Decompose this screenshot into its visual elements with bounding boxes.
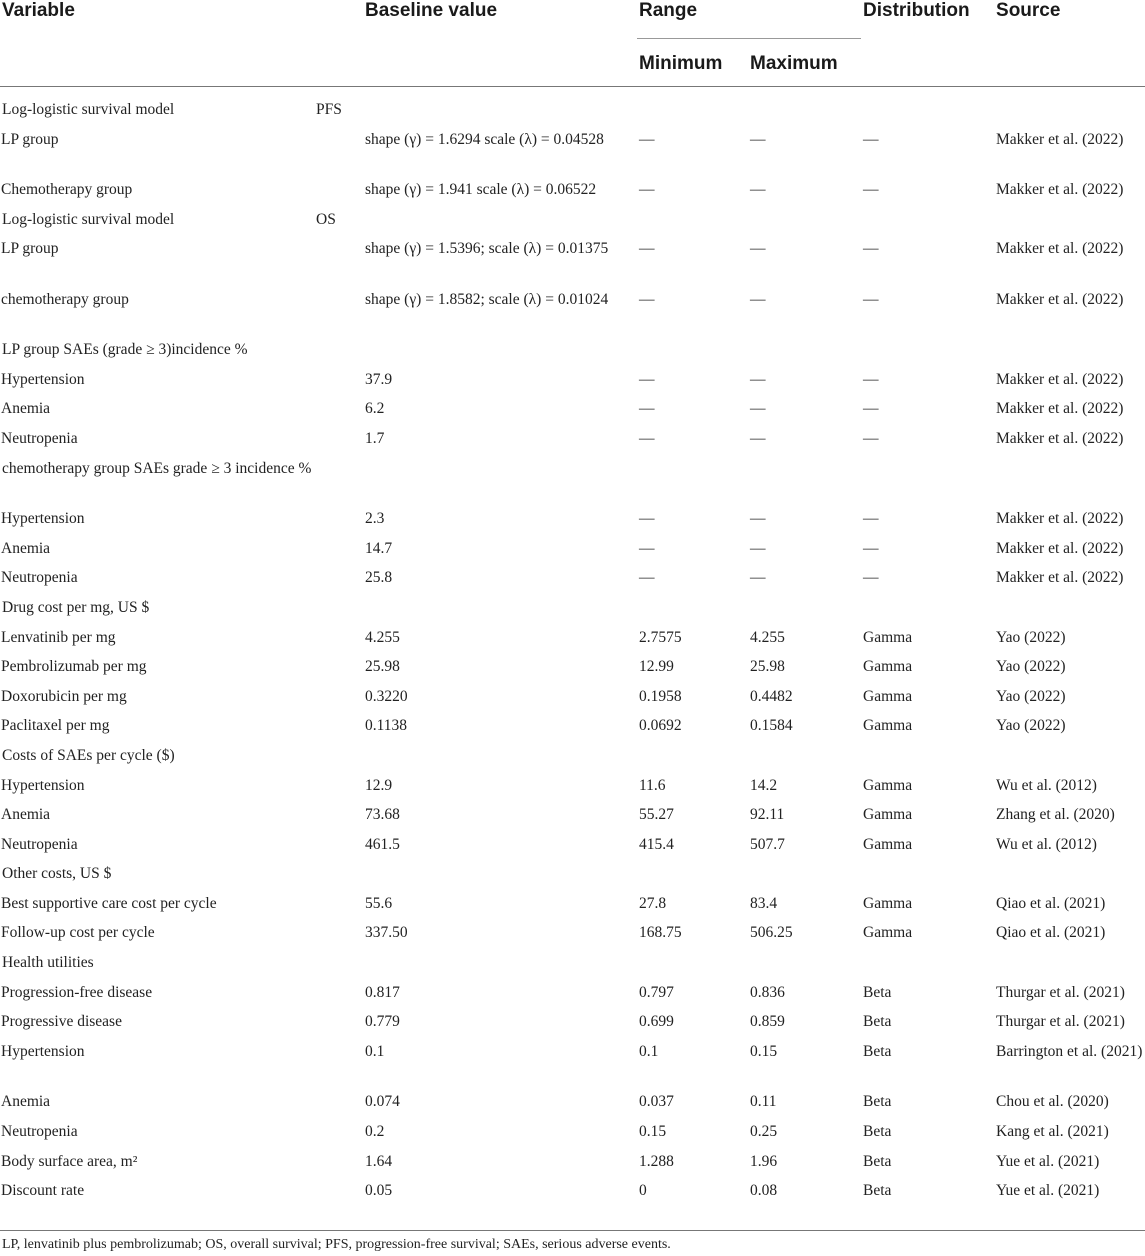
table-row [0,1091,1145,1121]
source-cell: Makker et al. (2022) [996,539,1124,557]
group-row [0,339,1145,369]
table-row [0,1151,1145,1181]
table-row [0,289,1145,340]
distribution-cell: — [863,510,879,528]
source-cell: Makker et al. (2022) [996,569,1124,587]
table-row [0,1011,1145,1041]
source-cell: Yao (2022) [996,628,1066,646]
maximum-cell: 14.2 [750,776,778,794]
minimum-cell: 2.7575 [639,628,682,646]
distribution-cell: — [863,130,879,148]
group-label: Costs of SAEs per cycle ($) [2,746,175,764]
variable-cell: Best supportive care cost per cycle [1,894,217,912]
source-cell: Yao (2022) [996,687,1066,705]
group-label: chemotherapy group SAEs grade ≥ 3 incidence % [2,459,312,477]
table-row [0,804,1145,834]
variable-cell: Paclitaxel per mg [1,717,110,735]
minimum-cell: 12.99 [639,658,674,676]
source-cell: Makker et al. (2022) [996,130,1124,148]
table-row [0,656,1145,686]
group-sublabel: PFS [316,101,342,118]
variable-cell: Body surface area, m² [1,1152,138,1170]
source-cell: Barrington et al. (2021) [996,1042,1143,1060]
baseline-cell: 6.2 [365,400,385,418]
baseline-cell: 37.9 [365,370,393,388]
distribution-cell: Gamma [863,628,913,646]
maximum-cell: 83.4 [750,894,778,912]
table-row [0,179,1145,209]
table-row [0,686,1145,716]
variable-cell: chemotherapy group [1,290,129,308]
source-cell: Wu et al. (2012) [996,835,1097,853]
variable-cell: Discount rate [1,1182,85,1200]
maximum-cell: 506.25 [750,924,793,942]
baseline-cell: 25.8 [365,569,393,587]
distribution-cell: Gamma [863,658,913,676]
maximum-cell: 0.25 [750,1122,778,1140]
distribution-cell: Gamma [863,776,913,794]
baseline-cell: 0.2 [365,1122,385,1140]
variable-cell: Hypertension [1,370,85,388]
source-cell: Makker et al. (2022) [996,510,1124,528]
variable-cell: Progression-free disease [1,983,153,1001]
header-source: Source [996,0,1061,21]
table-row [0,398,1145,428]
group-row [0,952,1145,982]
baseline-cell: 25.98 [365,658,400,676]
baseline-cell: 4.255 [365,628,400,646]
minimum-cell: 0 [639,1182,647,1200]
group-label: Health utilities [2,954,94,972]
table-row [0,715,1145,745]
distribution-cell: — [863,400,879,418]
distribution-cell: — [863,240,879,258]
table-row [0,1041,1145,1092]
maximum-cell: 25.98 [750,658,785,676]
distribution-cell: — [863,290,879,308]
variable-cell: LP group [1,240,59,258]
variable-cell: Anemia [1,400,51,418]
baseline-cell: shape (γ) = 1.5396; scale (λ) = 0.01375 [365,240,609,258]
header-maximum: Maximum [750,53,838,74]
table-bottom-rule [0,1230,1145,1231]
minimum-cell: — [639,569,655,587]
table-header [0,0,1145,87]
source-cell: Makker et al. (2022) [996,181,1124,199]
table-row [0,834,1145,864]
baseline-cell: 1.7 [365,430,385,448]
maximum-cell: 92.11 [750,806,785,824]
minimum-cell: 11.6 [639,776,666,794]
group-row [0,87,1145,129]
minimum-cell: — [639,130,655,148]
minimum-cell: — [639,510,655,528]
group-row [0,745,1145,775]
source-cell: Chou et al. (2020) [996,1093,1109,1111]
table-row [0,129,1145,180]
minimum-cell: 27.8 [639,894,667,912]
variable-cell: Anemia [1,806,51,824]
variable-cell: Progressive disease [1,1013,122,1031]
maximum-cell: — [750,181,766,199]
maximum-cell: 0.859 [750,1013,785,1031]
variable-cell: Doxorubicin per mg [1,687,127,705]
maximum-cell: 0.4482 [750,687,793,705]
maximum-cell: — [750,240,766,258]
maximum-cell: — [750,539,766,557]
distribution-cell: Gamma [863,894,913,912]
table-row [0,775,1145,805]
baseline-cell: 2.3 [365,510,385,528]
source-cell: Yao (2022) [996,658,1066,676]
group-label: Drug cost per mg, US $ [2,598,150,616]
group-row [0,458,1145,509]
minimum-cell: — [639,539,655,557]
table-row [0,1180,1145,1210]
minimum-cell: 415.4 [639,835,674,853]
table-footnote: LP, lenvatinib plus pembrolizumab; OS, overall survival; PFS, progression-free survival; SAEs, serious adverse events. [2,1237,671,1252]
baseline-cell: shape (γ) = 1.941 scale (λ) = 0.06522 [365,181,597,199]
minimum-cell: — [639,181,655,199]
distribution-cell: — [863,539,879,557]
minimum-cell: 0.0692 [639,717,682,735]
variable-cell: LP group [1,130,59,148]
baseline-cell: 12.9 [365,776,393,794]
distribution-cell: Beta [863,1182,892,1200]
minimum-cell: — [639,290,655,308]
variable-cell: Hypertension [1,776,85,794]
baseline-cell: 1.64 [365,1152,393,1170]
distribution-cell: — [863,569,879,587]
distribution-cell: Gamma [863,924,913,942]
source-cell: Qiao et al. (2021) [996,894,1106,912]
distribution-cell: — [863,370,879,388]
minimum-cell: 1.288 [639,1152,674,1170]
distribution-cell: Beta [863,1152,892,1170]
variable-cell: Lenvatinib per mg [1,628,116,646]
header-minimum: Minimum [639,53,723,74]
maximum-cell: 507.7 [750,835,785,853]
table-row [0,982,1145,1012]
distribution-cell: Gamma [863,687,913,705]
variable-cell: Neutropenia [1,569,78,587]
maximum-cell: — [750,400,766,418]
minimum-cell: 0.699 [639,1013,674,1031]
source-cell: Yao (2022) [996,717,1066,735]
minimum-cell: 0.1958 [639,687,682,705]
table-body [0,87,1145,1210]
table-row [0,893,1145,923]
group-label: Log-logistic survival model [2,101,175,118]
table-row [0,922,1145,952]
distribution-cell: Beta [863,983,892,1001]
group-row [0,209,1145,239]
variable-cell: Neutropenia [1,835,78,853]
source-cell: Zhang et al. (2020) [996,806,1115,824]
variable-cell: Follow-up cost per cycle [1,924,155,942]
variable-cell: Neutropenia [1,430,78,448]
maximum-cell: 0.11 [750,1093,777,1111]
minimum-cell: — [639,430,655,448]
minimum-cell: — [639,370,655,388]
minimum-cell: — [639,240,655,258]
baseline-cell: 73.68 [365,806,400,824]
group-label: Other costs, US $ [2,865,112,883]
header-variable: Variable [2,0,75,21]
baseline-cell: 0.1138 [365,717,408,735]
table-row [0,627,1145,657]
group-row [0,597,1145,627]
group-label: Log-logistic survival model [2,210,175,228]
maximum-cell: 0.15 [750,1042,778,1060]
distribution-cell: Gamma [863,806,913,824]
variable-cell: Hypertension [1,1042,85,1060]
maximum-cell: — [750,370,766,388]
baseline-cell: 0.074 [365,1093,400,1111]
maximum-cell: — [750,130,766,148]
baseline-cell: 461.5 [365,835,400,853]
table-row [0,508,1145,538]
maximum-cell: — [750,569,766,587]
variable-cell: Neutropenia [1,1122,78,1140]
source-cell: Thurgar et al. (2021) [996,1013,1125,1031]
minimum-cell: 0.15 [639,1122,667,1140]
maximum-cell: 0.836 [750,983,785,1001]
baseline-cell: 0.05 [365,1182,393,1200]
distribution-cell: Gamma [863,835,913,853]
distribution-cell: Beta [863,1042,892,1060]
source-cell: Thurgar et al. (2021) [996,983,1125,1001]
table-row [0,1121,1145,1151]
table-row [0,428,1145,458]
header-distribution: Distribution [863,0,970,21]
source-cell: Makker et al. (2022) [996,240,1124,258]
minimum-cell: 55.27 [639,806,674,824]
source-cell: Makker et al. (2022) [996,430,1124,448]
minimum-cell: 0.037 [639,1093,674,1111]
baseline-cell: 55.6 [365,894,393,912]
distribution-cell: Beta [863,1013,892,1031]
group-row [0,863,1145,893]
maximum-cell: — [750,430,766,448]
distribution-cell: Beta [863,1093,892,1111]
baseline-cell: shape (γ) = 1.6294 scale (λ) = 0.04528 [365,130,604,148]
source-cell: Wu et al. (2012) [996,776,1097,794]
maximum-cell: 4.255 [750,628,785,646]
baseline-cell: 0.3220 [365,687,408,705]
variable-cell: Pembrolizumab per mg [1,658,147,676]
table-row [0,238,1145,289]
minimum-cell: — [639,400,655,418]
group-label: LP group SAEs (grade ≥ 3)incidence % [2,341,248,359]
variable-cell: Anemia [1,539,51,557]
distribution-cell: Beta [863,1122,892,1140]
baseline-cell: 337.50 [365,924,408,942]
source-cell: Yue et al. (2021) [996,1182,1100,1200]
distribution-cell: Gamma [863,717,913,735]
baseline-cell: 14.7 [365,539,393,557]
table-row [0,567,1145,597]
baseline-cell: 0.1 [365,1042,385,1060]
maximum-cell: 0.08 [750,1182,778,1200]
maximum-cell: — [750,510,766,528]
table-row [0,538,1145,568]
header-range: Range [637,0,861,39]
source-cell: Makker et al. (2022) [996,400,1124,418]
maximum-cell: 1.96 [750,1152,778,1170]
baseline-cell: shape (γ) = 1.8582; scale (λ) = 0.01024 [365,290,609,308]
table-row [0,369,1145,399]
minimum-cell: 168.75 [639,924,682,942]
group-sublabel: OS [316,210,336,228]
minimum-cell: 0.797 [639,983,674,1001]
variable-cell: Chemotherapy group [1,181,133,199]
baseline-cell: 0.779 [365,1013,400,1031]
source-cell: Yue et al. (2021) [996,1152,1100,1170]
minimum-cell: 0.1 [639,1042,659,1060]
variable-cell: Hypertension [1,510,85,528]
source-cell: Qiao et al. (2021) [996,924,1106,942]
variable-cell: Anemia [1,1093,51,1111]
distribution-cell: — [863,430,879,448]
distribution-cell: — [863,181,879,199]
header-baseline: Baseline value [365,0,498,21]
source-cell: Makker et al. (2022) [996,290,1124,308]
source-cell: Makker et al. (2022) [996,370,1124,388]
baseline-cell: 0.817 [365,983,400,1001]
maximum-cell: 0.1584 [750,717,793,735]
maximum-cell: — [750,290,766,308]
source-cell: Kang et al. (2021) [996,1122,1109,1140]
